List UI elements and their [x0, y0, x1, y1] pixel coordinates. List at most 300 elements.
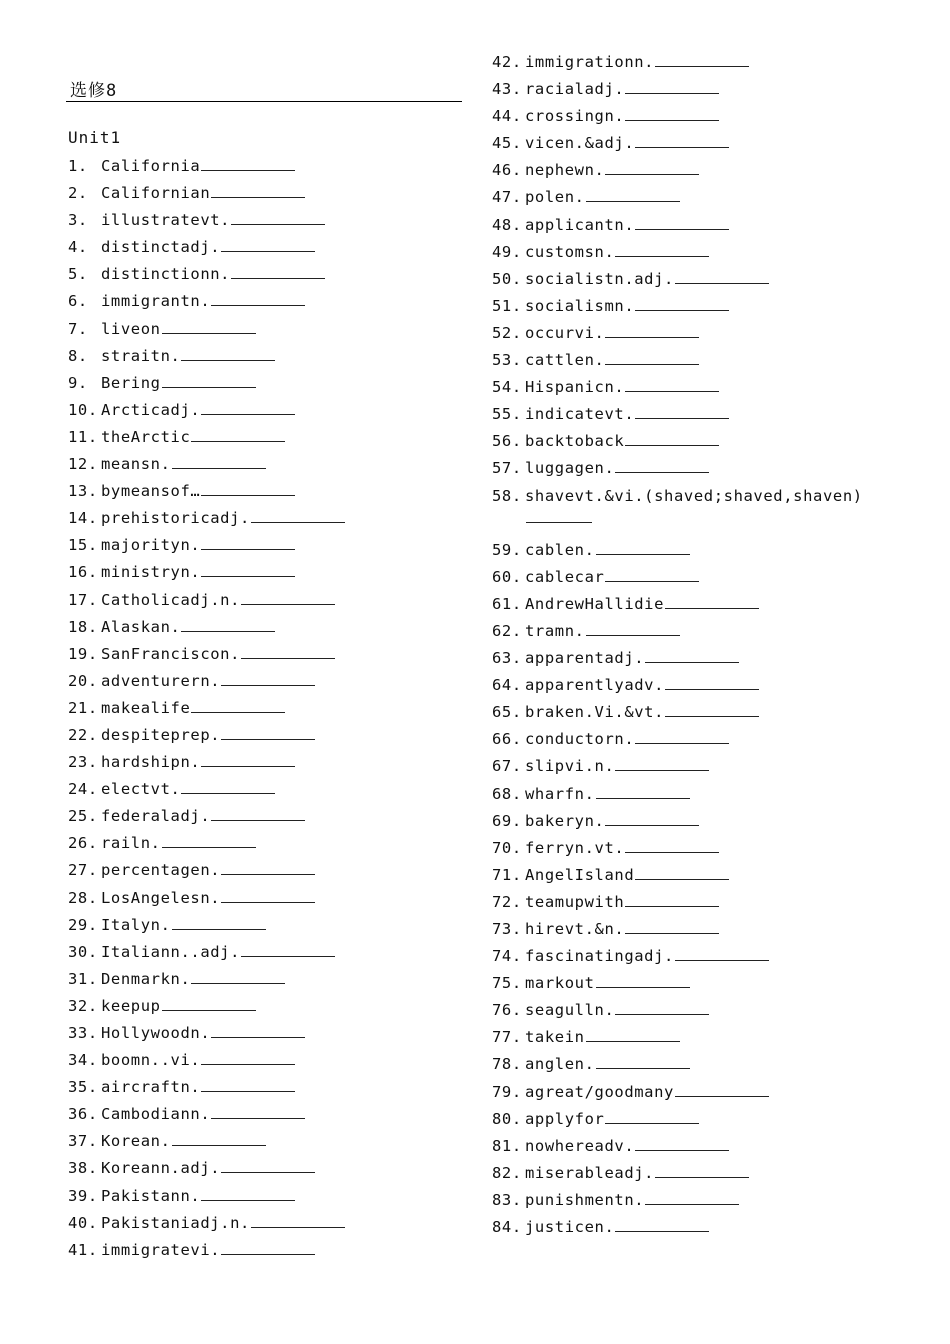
- item-number: 50.: [492, 269, 522, 288]
- item-term: slipvi.n.: [525, 757, 615, 776]
- item-number: 12.: [68, 455, 98, 474]
- item-number: 10.: [68, 400, 98, 419]
- answer-blank: [615, 999, 709, 1015]
- answer-blank: [635, 132, 729, 148]
- vocab-item: [68, 1076, 345, 1103]
- answer-blank: [162, 318, 256, 334]
- vocab-item: [492, 485, 892, 539]
- answer-blank: [665, 674, 759, 690]
- answer-blank: [635, 864, 729, 880]
- item-term: cattlen.: [525, 351, 605, 370]
- answer-blank: [172, 1130, 266, 1146]
- item-term: Alaskan.: [101, 617, 181, 636]
- vocab-item: [68, 1022, 345, 1049]
- item-term: LosAngelesn.: [101, 888, 221, 907]
- item-term: apparentlyadv.: [525, 676, 665, 695]
- item-number: 1.: [68, 157, 88, 175]
- vocab-item: [68, 1212, 345, 1239]
- item-number: 72.: [492, 892, 522, 911]
- item-number: 60.: [492, 567, 522, 586]
- answer-blank: [221, 859, 315, 875]
- vocab-item: [492, 1189, 892, 1216]
- answer-blank: [625, 918, 719, 934]
- answer-blank: [665, 593, 759, 609]
- answer-blank: [675, 268, 769, 284]
- vocab-item: [68, 263, 345, 290]
- item-term: applicantn.: [525, 215, 635, 234]
- item-number: 70.: [492, 838, 522, 857]
- item-term: justicen.: [525, 1218, 615, 1237]
- vocab-item: [492, 918, 892, 945]
- answer-blank: [586, 186, 680, 202]
- answer-blank: [221, 236, 315, 252]
- vocab-item: [68, 318, 345, 345]
- item-term: majorityn.: [101, 536, 201, 555]
- item-term: immigrantn.: [101, 292, 211, 311]
- item-number: 37.: [68, 1132, 98, 1151]
- item-term: occurvi.: [525, 323, 605, 342]
- answer-blank: [615, 241, 709, 257]
- answer-blank: [625, 891, 719, 907]
- item-term: wharfn.: [525, 784, 595, 803]
- item-number: 39.: [68, 1186, 98, 1205]
- vocab-item: [68, 345, 345, 372]
- vocab-item: [492, 999, 892, 1026]
- vocab-item: [68, 805, 345, 832]
- vocab-item: [492, 1135, 892, 1162]
- item-number: 22.: [68, 725, 98, 744]
- vocab-item: [68, 778, 345, 805]
- answer-blank: [221, 670, 315, 686]
- item-number: 68.: [492, 784, 522, 803]
- answer-blank: [201, 1049, 295, 1065]
- answer-blank: [211, 1103, 305, 1119]
- item-term: cablen.: [525, 540, 595, 559]
- vocab-item: [492, 620, 892, 647]
- vocab-item: [68, 859, 345, 886]
- answer-blank: [162, 995, 256, 1011]
- vocab-item: [68, 832, 345, 859]
- answer-blank: [211, 182, 305, 198]
- item-term: conductorn.: [525, 730, 635, 749]
- item-number: 43.: [492, 80, 522, 99]
- item-term: theArctic: [101, 427, 191, 446]
- item-number: 84.: [492, 1218, 522, 1237]
- vocab-item: [492, 159, 892, 186]
- item-number: 54.: [492, 378, 522, 397]
- item-number: 6.: [68, 292, 88, 311]
- item-number: 77.: [492, 1028, 522, 1047]
- item-number: 41.: [68, 1240, 98, 1259]
- item-term: aircraftn.: [101, 1078, 201, 1097]
- answer-blank: [181, 345, 275, 361]
- item-term: shavevt.&vi.(shaved;shaved,shaven): [525, 486, 863, 505]
- vocab-item: [492, 214, 892, 241]
- item-number: 3.: [68, 211, 88, 230]
- answer-blank: [162, 832, 256, 848]
- vocab-item: [492, 1081, 892, 1108]
- vocab-item: [68, 209, 345, 236]
- item-term: adventurern.: [101, 671, 221, 690]
- vocab-item: [492, 1108, 892, 1135]
- vocab-item: [492, 403, 892, 430]
- item-number: 18.: [68, 617, 98, 636]
- item-number: 48.: [492, 215, 522, 234]
- answer-blank: [635, 1135, 729, 1151]
- item-number: 40.: [68, 1213, 98, 1232]
- vocab-item: [492, 430, 892, 457]
- item-term: punishmentn.: [525, 1190, 645, 1209]
- vocab-item: [68, 1103, 345, 1130]
- item-term: teamupwith: [525, 892, 625, 911]
- item-term: Cambodiann.: [101, 1105, 211, 1124]
- item-term: bymeansof…: [101, 482, 201, 501]
- item-number: 73.: [492, 920, 522, 938]
- item-term: ministryn.: [101, 563, 201, 582]
- answer-blank: [201, 1185, 295, 1201]
- vocab-item: [492, 647, 892, 674]
- answer-blank: [596, 783, 690, 799]
- item-number: 4.: [68, 238, 88, 257]
- item-number: 53.: [492, 351, 522, 370]
- vocab-item: [68, 290, 345, 317]
- vocab-item: [68, 1239, 345, 1266]
- item-number: 33.: [68, 1024, 98, 1042]
- item-term: anglen.: [525, 1055, 595, 1074]
- answer-blank: [181, 778, 275, 794]
- answer-blank: [625, 78, 719, 94]
- item-number: 7.: [68, 319, 88, 338]
- item-number: 61.: [492, 594, 522, 613]
- vocab-item: [492, 783, 892, 810]
- item-number: 35.: [68, 1078, 98, 1097]
- item-term: AngelIsland: [525, 865, 635, 884]
- answer-blank: [201, 480, 295, 496]
- item-term: Arcticadj.: [101, 400, 201, 419]
- vocab-item: [492, 1053, 892, 1080]
- answer-blank: [231, 263, 325, 279]
- answer-blank: [181, 616, 275, 632]
- item-term: backtoback: [525, 432, 625, 451]
- item-term: Pakistann.: [101, 1186, 201, 1205]
- answer-blank: [675, 945, 769, 961]
- item-term: keepup: [101, 996, 161, 1015]
- answer-blank: [605, 1108, 699, 1124]
- item-term: socialistn.adj.: [525, 269, 674, 288]
- item-term: Koreann.adj.: [101, 1159, 221, 1178]
- item-term: illustratevt.: [101, 211, 231, 230]
- answer-blank: [586, 1026, 680, 1042]
- vocab-item: [68, 968, 345, 995]
- item-term: luggagen.: [525, 459, 615, 478]
- item-number: 58.: [492, 486, 522, 505]
- vocab-item: [68, 561, 345, 588]
- vocab-item: [492, 539, 892, 566]
- vocab-item: [492, 186, 892, 213]
- item-term: Californian: [101, 184, 211, 203]
- answer-blank: [675, 1081, 769, 1097]
- vocab-item: [492, 674, 892, 701]
- vocab-item: [492, 891, 892, 918]
- item-number: 24.: [68, 780, 98, 799]
- vocab-item: [68, 507, 345, 534]
- item-number: 78.: [492, 1055, 522, 1074]
- item-number: 81.: [492, 1136, 522, 1155]
- answer-blank: [191, 968, 285, 984]
- item-number: 79.: [492, 1082, 522, 1101]
- answer-blank: [191, 697, 285, 713]
- item-term: Bering: [101, 373, 161, 392]
- answer-blank: [221, 1239, 315, 1255]
- answer-blank: [211, 805, 305, 821]
- item-term: indicatevt.: [525, 405, 635, 424]
- answer-blank: [172, 453, 266, 469]
- item-term: Pakistaniadj.n.: [101, 1213, 250, 1232]
- answer-blank: [605, 349, 699, 365]
- answer-blank: [241, 643, 335, 659]
- vocab-item: [492, 457, 892, 484]
- vocab-list-left: [68, 155, 345, 1266]
- answer-blank: [635, 214, 729, 230]
- vocab-item: [68, 697, 345, 724]
- item-term: cablecar: [525, 567, 605, 586]
- item-term: Italiann..adj.: [101, 942, 241, 961]
- item-term: polen.: [525, 188, 585, 207]
- vocab-item: [68, 995, 345, 1022]
- answer-blank: [645, 1189, 739, 1205]
- item-term: seagulln.: [525, 1001, 615, 1020]
- answer-blank: [241, 941, 335, 957]
- answer-blank: [251, 1212, 345, 1228]
- answer-blank: [191, 426, 285, 442]
- answer-blank: [615, 755, 709, 771]
- vocab-item: [68, 616, 345, 643]
- item-term: distinctionn.: [101, 265, 231, 284]
- vocab-item: [68, 453, 345, 480]
- item-term: Catholicadj.n.: [101, 590, 241, 609]
- vocab-item: [492, 322, 892, 349]
- vocab-item: [68, 182, 345, 209]
- item-term: braken.Vi.&vt.: [525, 703, 665, 722]
- page-title: 选修8: [70, 81, 118, 101]
- item-number: 62.: [492, 621, 522, 640]
- item-number: 2.: [68, 184, 88, 203]
- item-term: electvt.: [101, 780, 181, 799]
- item-number: 5.: [68, 265, 88, 284]
- vocab-item: [68, 1185, 345, 1212]
- item-term: California: [101, 157, 201, 175]
- vocab-item: [492, 1216, 892, 1243]
- vocab-item: [492, 701, 892, 728]
- vocab-item: [492, 593, 892, 620]
- answer-blank: [221, 887, 315, 903]
- answer-blank: [615, 457, 709, 473]
- answer-blank: [635, 728, 729, 744]
- item-term: hirevt.&n.: [525, 920, 625, 938]
- item-number: 80.: [492, 1109, 522, 1128]
- answer-blank: [241, 589, 335, 605]
- item-number: 56.: [492, 432, 522, 451]
- item-number: 11.: [68, 427, 98, 446]
- answer-blank: [251, 507, 345, 523]
- item-number: 38.: [68, 1159, 98, 1178]
- item-number: 75.: [492, 974, 522, 993]
- answer-blank: [625, 837, 719, 853]
- item-number: 31.: [68, 969, 98, 988]
- vocab-item: [492, 78, 892, 105]
- answer-blank: [211, 290, 305, 306]
- item-term: railn.: [101, 834, 161, 853]
- answer-blank: [625, 430, 719, 446]
- item-number: 44.: [492, 107, 522, 126]
- item-term: distinctadj.: [101, 238, 221, 257]
- item-number: 34.: [68, 1051, 98, 1070]
- answer-blank: [605, 322, 699, 338]
- vocab-item: [492, 810, 892, 837]
- vocab-item: [492, 837, 892, 864]
- answer-blank: [201, 561, 295, 577]
- item-term: Hollywoodn.: [101, 1024, 211, 1042]
- answer-blank: [665, 701, 759, 717]
- answer-blank: [635, 403, 729, 419]
- item-term: SanFranciscon.: [101, 644, 241, 663]
- answer-blank: [655, 51, 749, 67]
- vocab-item: [492, 972, 892, 999]
- item-term: boomn..vi.: [101, 1051, 201, 1070]
- vocab-item: [68, 236, 345, 263]
- item-term: straitn.: [101, 346, 181, 365]
- answer-blank: [605, 159, 699, 175]
- answer-blank: [221, 724, 315, 740]
- vocab-item: [492, 132, 892, 159]
- item-number: 42.: [492, 53, 522, 71]
- vocab-item: [492, 349, 892, 376]
- answer-blank: [625, 105, 719, 121]
- item-term: bakeryn.: [525, 811, 605, 830]
- item-term: vicen.&adj.: [525, 134, 635, 153]
- answer-blank: [201, 399, 295, 415]
- vocab-item: [68, 1130, 345, 1157]
- item-number: 47.: [492, 188, 522, 207]
- item-term: fascinatingadj.: [525, 947, 674, 966]
- item-number: 25.: [68, 807, 98, 826]
- item-term: federaladj.: [101, 807, 211, 826]
- item-number: 28.: [68, 888, 98, 907]
- vocab-item: [68, 670, 345, 697]
- item-term: nephewn.: [525, 161, 605, 180]
- answer-blank: [211, 1022, 305, 1038]
- item-number: 14.: [68, 509, 98, 528]
- answer-blank: [586, 620, 680, 636]
- vocab-item: [68, 751, 345, 778]
- item-term: makealife: [101, 698, 191, 717]
- answer-blank: [645, 647, 739, 663]
- answer-blank: [201, 155, 295, 171]
- item-term: ferryn.vt.: [525, 838, 625, 857]
- item-number: 26.: [68, 834, 98, 853]
- item-number: 23.: [68, 753, 98, 772]
- answer-blank: [231, 209, 325, 225]
- vocab-item: [68, 155, 345, 182]
- item-number: 59.: [492, 540, 522, 559]
- item-term: immigratevi.: [101, 1240, 221, 1259]
- vocab-item: [492, 295, 892, 322]
- vocab-item: [492, 1162, 892, 1189]
- vocab-item: [68, 914, 345, 941]
- answer-blank: [625, 376, 719, 392]
- answer-blank: [635, 295, 729, 311]
- vocab-item: [68, 399, 345, 426]
- item-number: 82.: [492, 1163, 522, 1182]
- item-term: Italyn.: [101, 915, 171, 934]
- item-term: AndrewHallidie: [525, 594, 665, 613]
- vocab-item: [492, 728, 892, 755]
- vocab-item: [492, 864, 892, 891]
- answer-blank: [655, 1162, 749, 1178]
- answer-blank: [605, 566, 699, 582]
- item-number: 69.: [492, 811, 522, 830]
- vocab-item: [68, 643, 345, 670]
- vocab-item: [68, 426, 345, 453]
- vocab-item: [68, 534, 345, 561]
- item-term: crossingn.: [525, 107, 625, 126]
- vocab-item: [492, 268, 892, 295]
- item-number: 45.: [492, 134, 522, 153]
- answer-blank: [172, 914, 266, 930]
- item-number: 20.: [68, 671, 98, 690]
- item-term: customsn.: [525, 242, 615, 261]
- vocab-item: [492, 1026, 892, 1053]
- item-number: 27.: [68, 861, 98, 880]
- item-number: 63.: [492, 649, 522, 668]
- item-number: 21.: [68, 698, 98, 717]
- answer-blank: [596, 539, 690, 555]
- item-number: 76.: [492, 1001, 522, 1020]
- answer-blank: [526, 507, 592, 523]
- answer-blank: [596, 972, 690, 988]
- item-number: 51.: [492, 296, 522, 315]
- item-number: 30.: [68, 942, 98, 961]
- vocab-item: [68, 589, 345, 616]
- item-term: tramn.: [525, 621, 585, 640]
- vocab-item: [492, 945, 892, 972]
- vocab-item: [68, 887, 345, 914]
- item-number: 64.: [492, 676, 522, 695]
- answer-blank: [201, 534, 295, 550]
- vocab-item: [492, 51, 892, 78]
- item-term: despiteprep.: [101, 725, 221, 744]
- item-number: 17.: [68, 590, 98, 609]
- item-term: Korean.: [101, 1132, 171, 1151]
- item-number: 65.: [492, 703, 522, 722]
- item-term: miserableadj.: [525, 1163, 655, 1182]
- item-number: 36.: [68, 1105, 98, 1124]
- vocab-item: [68, 724, 345, 751]
- header-divider: [66, 101, 462, 102]
- item-term: percentagen.: [101, 861, 221, 880]
- item-number: 83.: [492, 1190, 522, 1209]
- item-number: 32.: [68, 996, 98, 1015]
- item-number: 55.: [492, 405, 522, 424]
- item-number: 15.: [68, 536, 98, 555]
- item-number: 46.: [492, 161, 522, 180]
- item-number: 74.: [492, 947, 522, 966]
- item-term: socialismn.: [525, 296, 635, 315]
- item-number: 66.: [492, 730, 522, 749]
- answer-blank: [221, 1157, 315, 1173]
- vocab-item: [68, 372, 345, 399]
- item-term: apparentadj.: [525, 649, 645, 668]
